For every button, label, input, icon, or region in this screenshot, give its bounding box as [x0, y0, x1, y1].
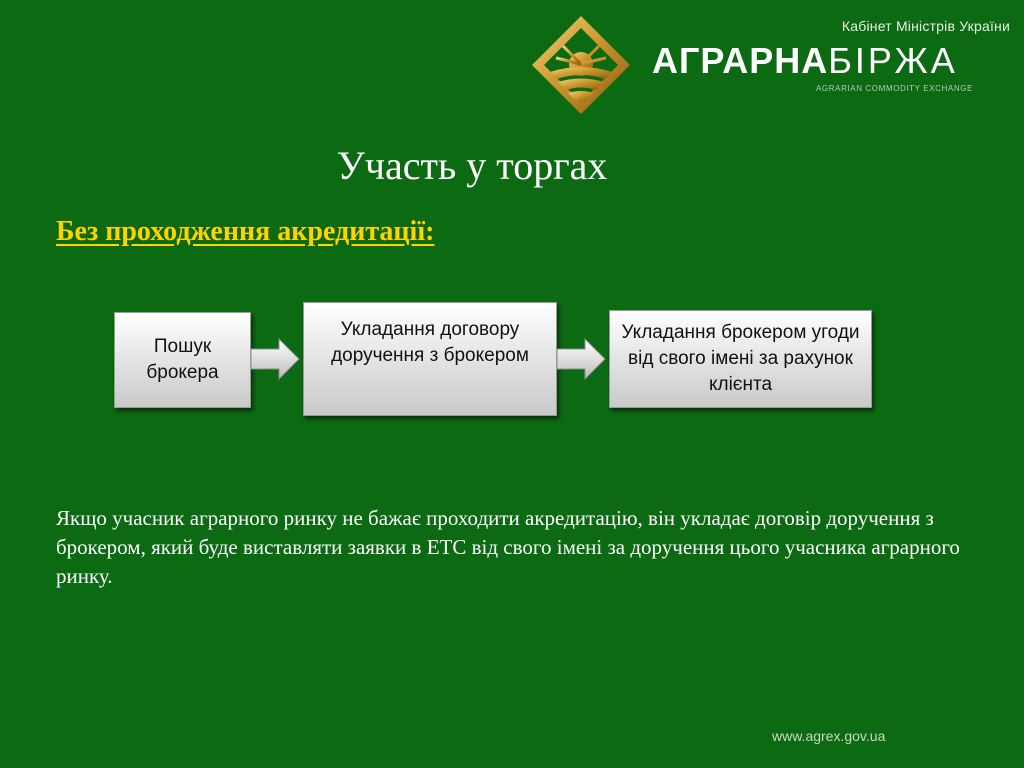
step-label: Укладання брокером угоди від свого імені за рахунок клієнта [621, 322, 860, 395]
body-paragraph: Якщо учасник аграрного ринку не бажає проходити акредитацію, він укладає договір доручення з брокером, який буде виставляти заявки в ЕТС від свого імені за доручення цього учасника аграрного ринку. [56, 506, 960, 588]
slide-title: Участь у торгах [336, 143, 608, 188]
logo-wordmark [652, 38, 958, 84]
arrow-right-icon [557, 338, 607, 380]
logo-subtitle: AGRARIAN COMMODITY EXCHANGE [816, 84, 973, 93]
step-broker-agreement [303, 302, 557, 416]
step-label: Укладання договору доручення з брокером [331, 319, 529, 366]
logo-wordmark-light: БІРЖА [828, 40, 958, 81]
footer-url: www.agrex.gov.ua [772, 728, 886, 744]
step-label: Пошук брокера [146, 336, 219, 383]
logo-emblem-icon [530, 14, 632, 116]
ministry-label: Кабінет Міністрів України [841, 18, 1010, 34]
arrow-right-icon [251, 338, 301, 380]
logo-wordmark-bold: АГРАРНА [652, 40, 829, 81]
step-search-broker [114, 312, 251, 408]
step-broker-deal [609, 310, 872, 408]
slide-subtitle: Без проходження акредитації: [56, 216, 435, 247]
